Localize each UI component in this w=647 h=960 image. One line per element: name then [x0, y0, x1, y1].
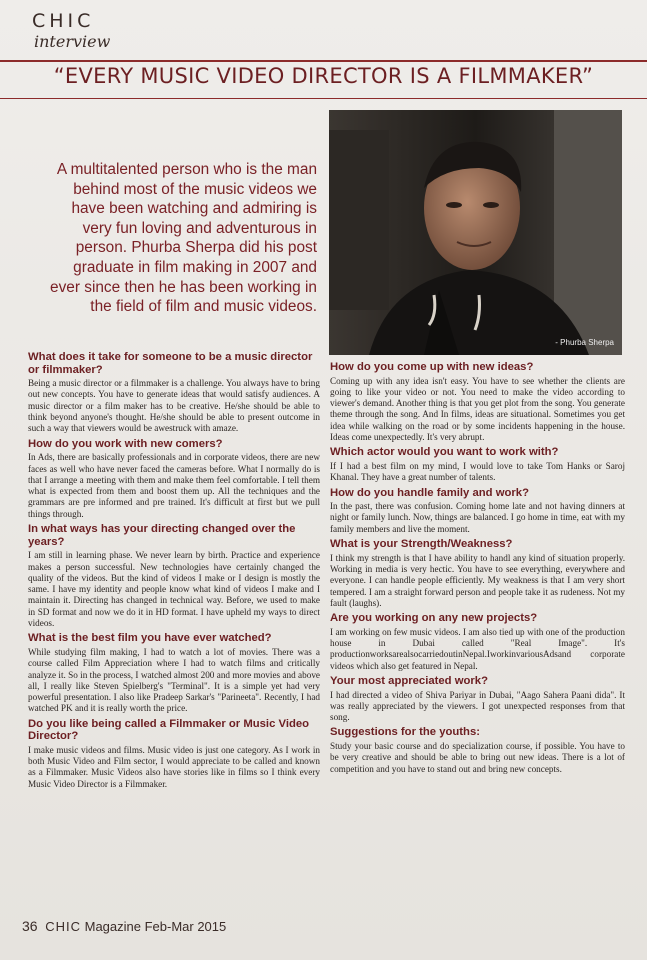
intro-paragraph: A multitalented person who is the man behind most of the music videos we have been watching and admiring is very fun loving and adventurous in person. Phurba Sherpa did his post graduate in film making in 2007 and ever since then he has been working in the field of film and music videos. — [50, 161, 317, 316]
photo-caption: - Phurba Sherpa — [555, 338, 614, 347]
question-heading: How do you handle family and work? — [330, 486, 529, 499]
question-heading: How do you work with new comers? — [28, 437, 223, 450]
answer-paragraph: Study your basic course and do specialization course, if possible. You have to be very creative and should be able to bring out new ideas. There is a lot of competition and you have to stand out and bring new concepts. — [330, 740, 625, 774]
magazine-logo: CHIC — [32, 10, 95, 32]
answer-paragraph: I am working on few music videos. I am also tied up with one of the production house in Dubai called "Real Image". It's productionworksarealsocarriedoutinNepal.IworkinvariousAdsand corporate videos which also get featured in Nepal. — [330, 626, 625, 671]
page-footer — [22, 918, 226, 934]
answer-paragraph: While studying film making, I had to watch a lot of movies. There was a course called Film Appreciation where I had to watch films and critically analyze it. So in the process, I watched almost 200 and more movies and above all, I really like Steven Spielberg's "Terminal". It is a simple yet had very powerful presentation. I also like Pradeep Sarkar's "Parineeta". Recently, I had watched PK and it is really worth the price. — [28, 646, 320, 714]
answer-paragraph: Being a music director or a filmmaker is a challenge. You always have to bring out new concepts. You have to generate ideas that would satisfy audiences. A music director or a film maker has to be creative. He/she should be able to think beyond anyone's thought. He/she should be able to present outcome in such a way that viewers would be awestruck with amaze. — [28, 378, 320, 434]
question-heading: What is the best film you have ever watched? — [28, 632, 272, 645]
answer-paragraph: Coming up with any idea isn't easy. You have to see whether the clients are going to like your video or not. You need to make the video according to viewer's demand. Another thing is that you get plot from the song. You generate theme through the song. And In films, ideas are situational. Sometimes you get idea while walking on the road or by some incidents happening in the house. Ideas come unexpectedly. It's very abrupt. — [330, 375, 625, 443]
question-heading: How do you come up with new ideas? — [330, 361, 534, 373]
question-heading: What is your Strength/Weakness? — [330, 538, 513, 551]
section-label: interview — [34, 32, 111, 51]
answer-paragraph: I am still in learning phase. We never learn by birth. Practice and experience makes a person successful. New technologies have certainly changed the quality of the videos. But the kind of videos I make or I design is mostly the same. I have my identity and people know what kind of videos I make and I maintain it. Directing has changed in technical way. Before, we used to make in SD format and now we do it in HD format. I have upheld my ways to direct videos. — [28, 550, 320, 629]
question-heading: Suggestions for the youths: — [330, 726, 480, 739]
portrait-photo — [329, 110, 622, 355]
page-number: 36 — [22, 918, 38, 934]
answer-paragraph: In the past, there was confusion. Coming home late and not having dinners at night or family lunch. Now, things are balanced. I go home in time, eat with my family members and live the moment. — [330, 501, 625, 534]
question-heading: Which actor would you want to work with? — [330, 446, 559, 459]
answer-paragraph: If I had a best film on my mind, I would love to take Tom Hanks or Saroj Khanal. They have a great number of talents. — [330, 460, 625, 483]
question-heading: Your most appreciated work? — [330, 674, 488, 687]
answer-paragraph: I think my strength is that I have ability to handl any kind of situation properly. Working in media is very hectic. You have to see everything, everywhere and everyone. I can handle people efficiently. My weakness is that I am very short tempered. I am a straight forward person and people take it as rudeness. Not my fault (laughs). — [330, 552, 625, 608]
header-rule — [0, 60, 647, 62]
question-heading: In what ways has your directing changed over the years? — [28, 523, 296, 548]
right-column — [330, 358, 625, 776]
portrait-image — [329, 110, 622, 355]
left-column — [28, 348, 320, 791]
question-heading: What does it take for someone to be a music director or filmmaker? — [28, 351, 313, 376]
answer-paragraph: I had directed a video of Shiva Pariyar in Dubai, "Aago Sahera Paani dida". It was really appreciated by the viewers. I got unexpected responses from that song. — [330, 689, 625, 723]
question-heading: Do you like being called a Filmmaker or Music Video Director? — [28, 717, 310, 743]
answer-paragraph: I make music videos and films. Music video is just one category. As I work in both Music Video and Film sector, I would appreciate to be called and known as a Filmmaker. Music Videos also have stories like in films so I think every Music Video Director is a Filmmaker. — [28, 744, 320, 789]
issue-label: Magazine Feb-Mar 2015 — [84, 919, 227, 934]
footer-brand: CHIC — [45, 919, 81, 934]
question-heading: Are you working on any new projects? — [330, 612, 538, 625]
headline-rule — [0, 98, 647, 99]
article-headline: “EVERY MUSIC VIDEO DIRECTOR IS A FILMMAKER” — [53, 64, 594, 88]
answer-paragraph: In Ads, there are basically professionals and in corporate videos, there are new faces as well who have never faced the cameras before. What I normally do is that I arrange a meeting with them and make them feel comfortable. I tell them what is expected from them and boost them up. All the techniques and the grammars are pre informed and pre trained. It's difficult at first but we pull things through. — [28, 452, 320, 519]
